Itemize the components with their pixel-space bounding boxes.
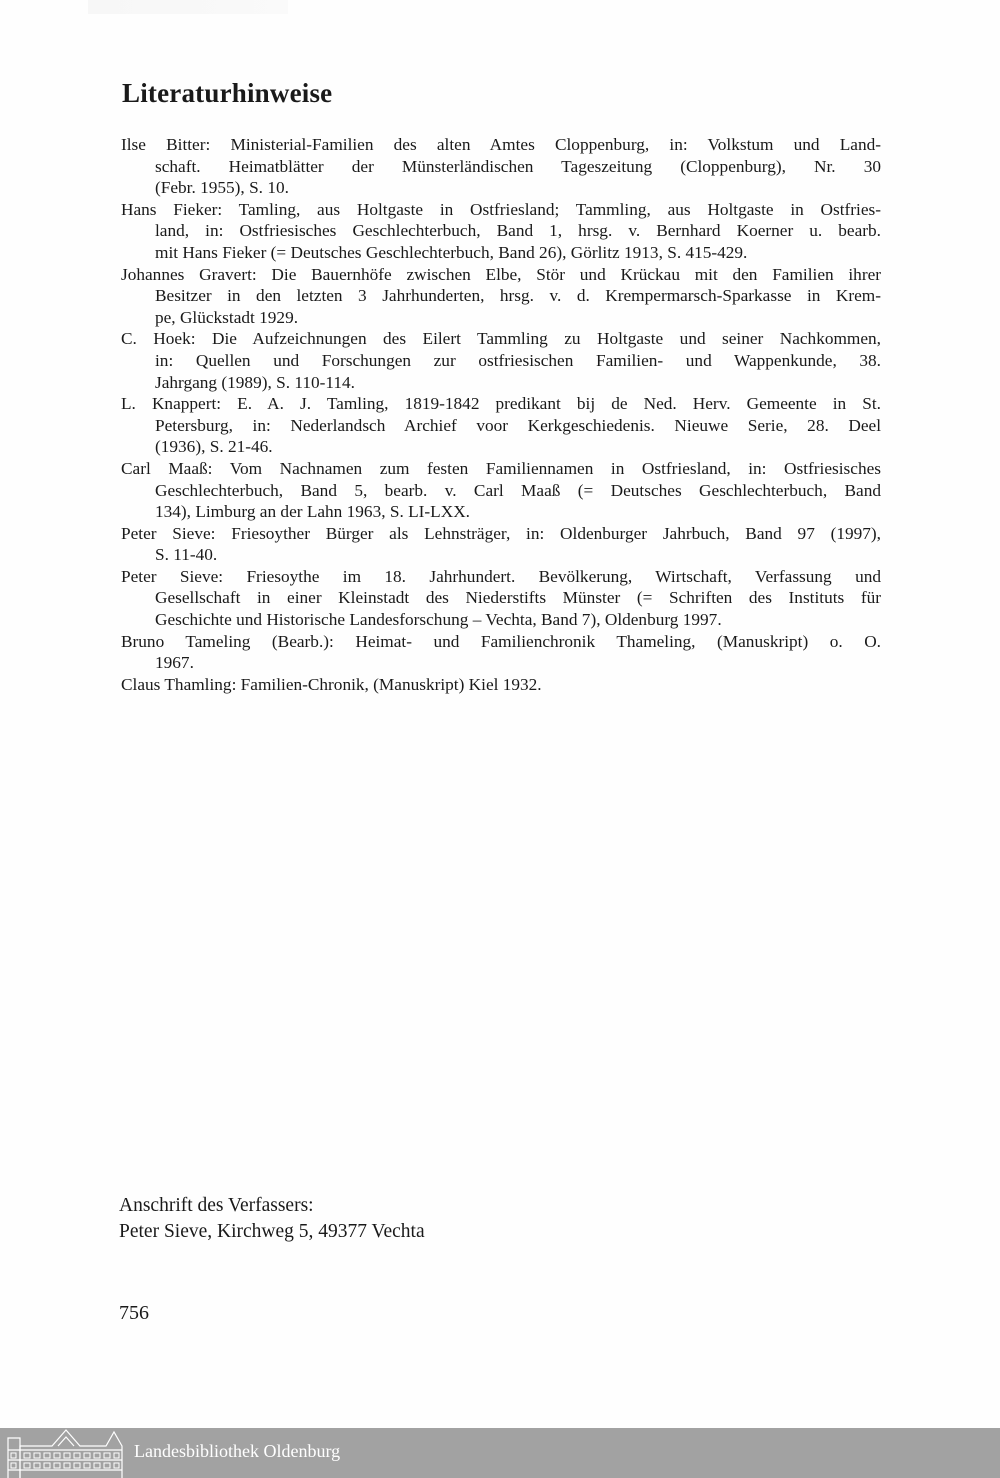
- reference-line: Hans Fieker: Tamling, aus Holtgaste in Ostfriesland; Tammling, aus Holtgaste in Ostfries-: [121, 199, 881, 219]
- reference-entry: [121, 199, 881, 264]
- bleed-through-text: [88, 0, 288, 14]
- reference-line: L. Knappert: E. A. J. Tamling, 1819-1842 predikant bij de Ned. Herv. Gemeente in St.: [121, 394, 881, 414]
- reference-line: Jahrgang (1989), S. 110-114.: [155, 372, 355, 392]
- page-heading: Literaturhinweise: [122, 78, 333, 108]
- library-footer: [0, 1428, 1000, 1478]
- reference-entry: [121, 674, 881, 696]
- reference-line: schaft. Heimatblätter der Münsterländischen Tageszeitung (Cloppenburg), Nr. 30: [155, 156, 881, 176]
- reference-line: Ilse Bitter: Ministerial-Familien des alten Amtes Cloppenburg, in: Volkstum und Land-: [121, 135, 881, 154]
- reference-entry: [121, 393, 881, 458]
- address-label: Anschrift des Verfassers:: [119, 1195, 314, 1216]
- reference-line: 1967.: [155, 653, 194, 673]
- reference-entry: [121, 523, 881, 566]
- reference-line: in: Quellen und Forschungen zur ostfriesischen Familien- und Wappenkunde, 38.: [155, 350, 881, 370]
- reference-line: Geschlechterbuch, Band 5, bearb. v. Carl Maaß (= Deutsches Geschlechterbuch, Band: [155, 480, 881, 500]
- reference-line: Petersburg, in: Nederlandsch Archief voor Kerkgeschiedenis. Nieuwe Serie, 28. Deel: [155, 415, 881, 435]
- reference-entry: [121, 134, 881, 199]
- reference-line: S. 11-40.: [155, 545, 218, 565]
- reference-list: [121, 134, 881, 695]
- reference-line: Johannes Gravert: Die Bauernhöfe zwischen Elbe, Stör und Krückau mit den Familien ihrer: [121, 264, 881, 284]
- reference-line: mit Hans Fieker (= Deutsches Geschlechterbuch, Band 26), Görlitz 1913, S. 415-429.: [155, 242, 748, 262]
- reference-line: Geschichte und Historische Landesforschung – Vechta, Band 7), Oldenburg 1997.: [155, 610, 722, 630]
- reference-line: Gesellschaft in einer Kleinstadt des Niederstifts Münster (= Schriften des Instituts für: [155, 588, 881, 608]
- reference-entry: [121, 328, 881, 393]
- reference-entry: [121, 566, 881, 631]
- reference-line: Claus Thamling: Familien-Chronik, (Manuskript) Kiel 1932.: [121, 674, 542, 694]
- library-building-icon: [6, 1428, 126, 1478]
- author-address: [119, 1193, 425, 1245]
- reference-line: Besitzer in den letzten 3 Jahrhunderten, hrsg. v. d. Krempermarsch-Sparkasse in Krem-: [155, 286, 881, 306]
- reference-entry: [121, 458, 881, 523]
- reference-line: 134), Limburg an der Lahn 1963, S. LI-LXX.: [155, 502, 471, 522]
- reference-line: land, in: Ostfriesisches Geschlechterbuch, Band 1, hrsg. v. Bernhard Koerner u. bearb.: [155, 221, 881, 241]
- reference-line: (1936), S. 21-46.: [155, 437, 273, 457]
- reference-line: pe, Glückstadt 1929.: [155, 307, 299, 327]
- reference-line: Bruno Tameling (Bearb.): Heimat- und Familienchronik Thameling, (Manuskript) o. O.: [121, 631, 881, 651]
- reference-line: C. Hoek: Die Aufzeichnungen des Eilert Tammling zu Holtgaste und seiner Nachkommen,: [121, 329, 881, 349]
- reference-line: (Febr. 1955), S. 10.: [155, 178, 289, 198]
- reference-line: Peter Sieve: Friesoyther Bürger als Lehnsträger, in: Oldenburger Jahrbuch, Band 97 (1997),: [121, 523, 881, 543]
- address-value: Peter Sieve, Kirchweg 5, 49377 Vechta: [119, 1221, 425, 1242]
- reference-line: Carl Maaß: Vom Nachnamen zum festen Familiennamen in Ostfriesland, in: Ostfriesisches: [121, 458, 881, 478]
- library-name: Landesbibliothek Oldenburg: [134, 1441, 341, 1461]
- reference-line: Peter Sieve: Friesoythe im 18. Jahrhundert. Bevölkerung, Wirtschaft, Verfassung und: [121, 566, 881, 586]
- reference-entry: [121, 264, 881, 329]
- reference-entry: [121, 631, 881, 674]
- page-number: 756: [119, 1302, 149, 1324]
